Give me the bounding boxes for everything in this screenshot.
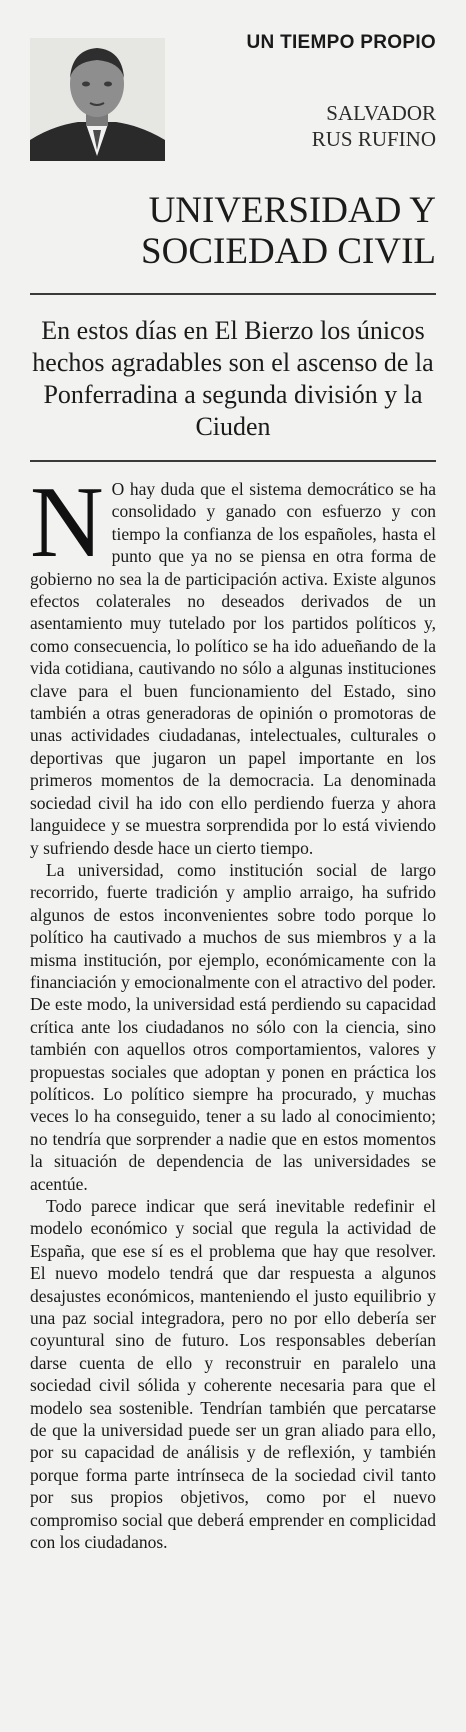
paragraph-1-text: O hay duda que el sistema democrático se ha consolidado y ganado con esfuerzo y con tiempo la confianza de los españoles, hasta el punto que ya no se piensa en otra forma de gobierno no sea la de participación activa. Existe algunos efectos colaterales no deseados derivados de un asentamiento muy tutelado por los partidos políticos y, como consecuencia, lo político se ha ido adueñando de la vida cotidiana, cautivando no sólo a algunas instituciones clave para el buen funcionamiento del Estado, sino también a otras generadoras de opinión o promotoras de unas actividades ciudadanas, intelectuales, culturales o deportivas que jugaron un papel importante en los primeros momentos de la democracia. La denominada sociedad civil ha ido con ello perdiendo fuerza y ahora languidece y se muestra sorprendida por lo está viviendo y sufriendo desde hace un cierto tiempo.: [30, 479, 436, 858]
paragraph-2: La universidad, como institución social de largo recorrido, fuerte tradición y amplio arraigo, ha sufrido algunos de estos inconvenientes sobre todo porque lo político ha cautivado a muchos de sus miembros y a la misma institución, por ejemplo, económicamente con la financiación y emocionalmente con el atractivo del poder. De este modo, la universidad está perdiendo su capacidad crítica ante los ciudadanos no sólo con la ciencia, sino también con aquellos otros comportamientos, valores y propuestas sociales que adoptan y ponen en práctica los políticos. Lo político siempre ha procurado, y muchas veces lo ha conseguido, tener a su lado al conocimiento; no tendría que sorprender a nadie que en estos momentos la situación de dependencia de las universidades se acentúe.: [30, 859, 436, 1194]
article-body: [30, 466, 436, 1554]
paragraph-1: [30, 466, 436, 859]
section-label: UN TIEMPO PROPIO: [246, 32, 436, 53]
title-line-2: SOCIEDAD CIVIL: [141, 231, 436, 272]
paragraph-3: Todo parece indicar que será inevitable redefinir el modelo económico y social que regula la actividad de España, que ese sí es el problema que hay que resolver. El nuevo modelo tendrá que dar respuesta a algunos desajustes económicos, manteniendo el justo equilibrio y una paz social integradora, pero no por ello debería ser coyuntural sino de futuro. Los responsables deberían darse cuenta de ello y reconstruir en paralelo una sociedad civil sólida y coherente necesaria para que el modelo sea sostenible. Tendrían también que percatarse de que la universidad puede ser un gran aliado para ello, por su capacidad de análisis y de reflexión, y también porque forma parte intrínseca de la sociedad civil tanto por sus propios objetivos, como por el nuevo compromiso social que deberá emprender en complicidad con los ciudadanos.: [30, 1196, 436, 1553]
article-subtitle: En estos días en El Bierzo los únicos hechos agradables son el ascenso de la Ponferradina a segunda división y la Ciuden: [32, 316, 434, 441]
drop-cap: N: [30, 466, 104, 579]
author-first-name: SALVADOR: [326, 101, 436, 125]
divider-bottom: [30, 460, 436, 462]
author-last-name: RUS RUFINO: [311, 127, 436, 151]
author-byline: [312, 100, 436, 152]
divider-top: [30, 293, 436, 295]
title-line-1: UNIVERSIDAD Y: [148, 190, 436, 231]
author-photo: [30, 38, 165, 161]
author-portrait-image: [30, 38, 165, 161]
article-title: [120, 190, 436, 272]
